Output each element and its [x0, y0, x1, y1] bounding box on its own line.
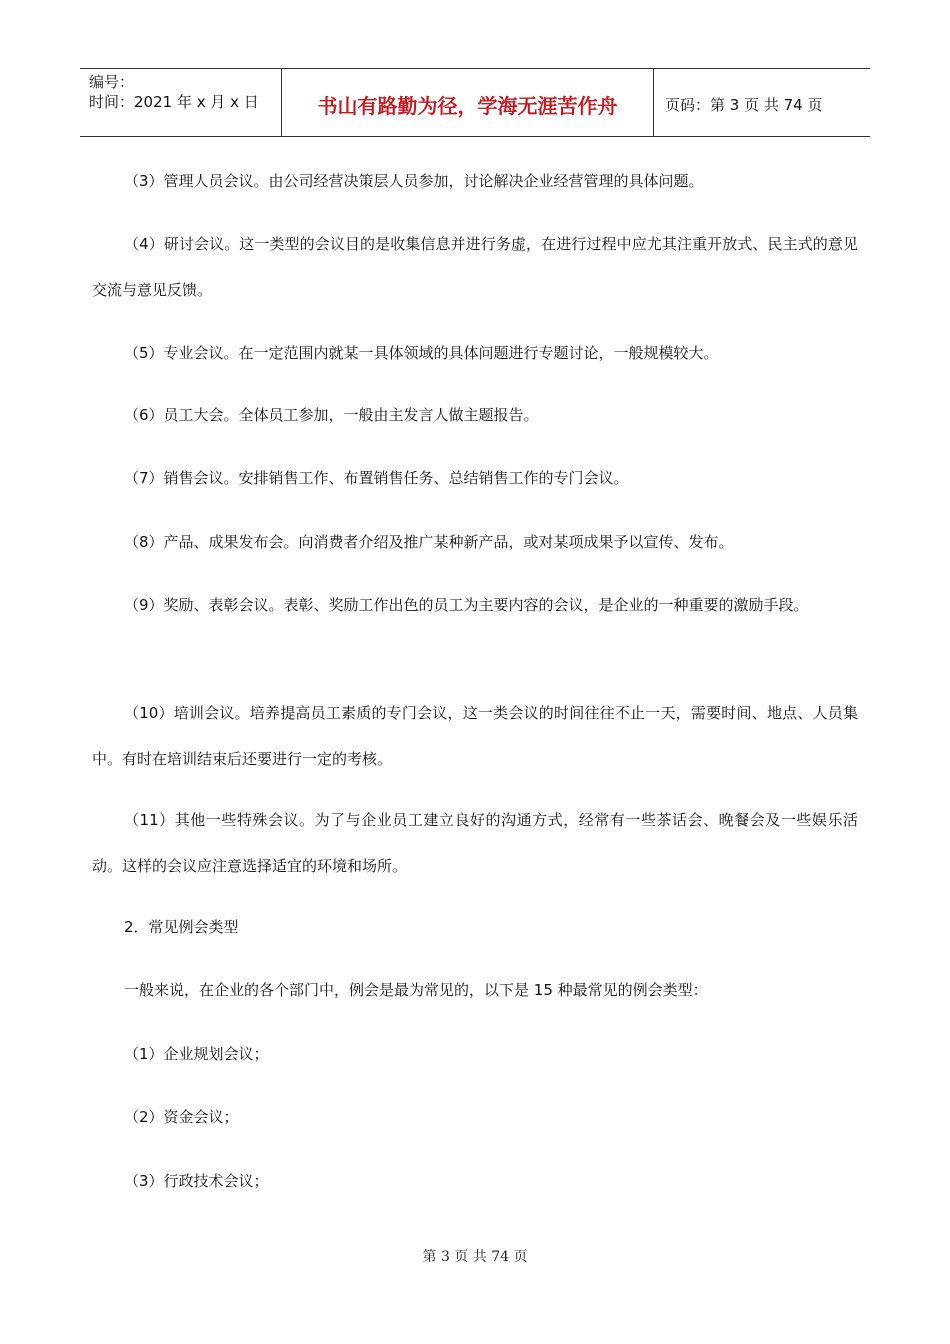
paragraph-9: （9）奖励、表彰会议。表彰、奖励工作出色的员工为主要内容的会议，是企业的一种重要的激励手段。 — [124, 596, 809, 614]
paragraph-4: （4）研讨会议。这一类型的会议目的是收集信息并进行务虚，在进行过程中应尤其注重开放式、民主式的意见交流与意见反馈。 — [92, 235, 858, 299]
list-item-1: （1）企业规划会议； — [124, 1045, 269, 1063]
paragraph-8: （8）产品、成果发布会。向消费者介绍及推广某种新产品，或对某项成果予以宣传、发布。 — [124, 533, 734, 551]
header-motto: 书山有路勤为径，学海无涯苦作舟 — [282, 69, 654, 136]
intro-paragraph: 一般来说，在企业的各个部门中，例会是最为常见的，以下是 15 种最常见的例会类型： — [124, 981, 708, 999]
number-label: 编号： — [89, 73, 135, 91]
page-header — [80, 68, 870, 137]
date-label: 时间：2021 年 x 月 x 日 — [89, 93, 259, 111]
paragraph-7: （7）销售会议。安排销售工作、布置销售任务、总结销售工作的专门会议。 — [124, 469, 629, 487]
paragraph-10: （10）培训会议。培养提高员工素质的专门会议，这一类会议的时间往往不止一天，需要时间、地点、人员集中。有时在培训结束后还要进行一定的考核。 — [92, 704, 858, 768]
paragraph-3: （3）管理人员会议。由公司经营决策层人员参加，讨论解决企业经营管理的具体问题。 — [124, 172, 704, 190]
paragraph-6: （6）员工大会。全体员工参加，一般由主发言人做主题报告。 — [124, 406, 539, 424]
list-item-3: （3）行政技术会议； — [124, 1172, 269, 1190]
header-page-info: 页码：第 3 页 共 74 页 — [665, 96, 823, 114]
paragraph-11: （11）其他一些特殊会议。为了与企业员工建立良好的沟通方式，经常有一些茶话会、晚餐会及一些娱乐活动。这样的会议应注意选择适宜的环境和场所。 — [92, 811, 858, 875]
header-meta — [80, 69, 282, 136]
section-heading: 2．常见例会类型 — [124, 918, 239, 936]
page-footer: 第 3 页 共 74 页 — [422, 1249, 528, 1265]
paragraph-5: （5）专业会议。在一定范围内就某一具体领域的具体问题进行专题讨论，一般规模较大。 — [124, 344, 719, 362]
list-item-2: （2）资金会议； — [124, 1108, 239, 1126]
